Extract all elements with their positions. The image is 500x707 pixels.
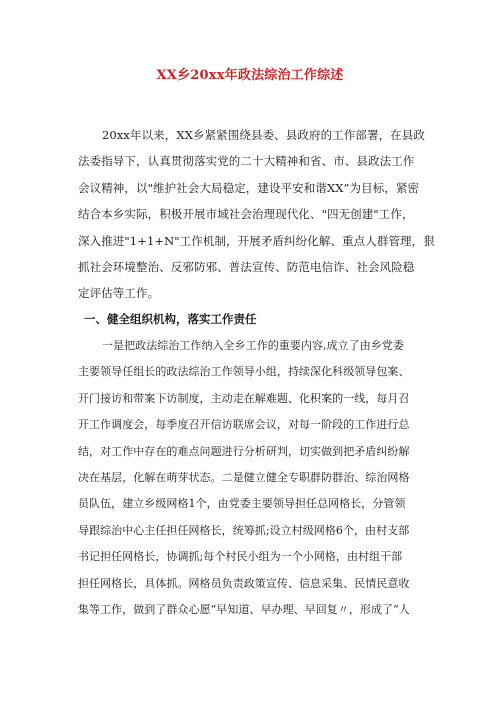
body-line: 一是把政法综治工作纳入全乡工作的重要内容,成立了由乡党委 bbox=[102, 339, 404, 352]
body-line: 书记担任网格长，协调抓;每个村民小组为一个小网格，由村组干部 bbox=[78, 550, 403, 564]
document-title: XX乡20xx年政法综治工作综述 bbox=[156, 68, 344, 83]
body-line: 主要领导任组长的政法综治工作领导小组，持续深化科级领导包案、 bbox=[78, 365, 410, 379]
intro-line: 会议精神，以"维护社会大局稳定，建设平安和谐XX”为目标，紧密 bbox=[78, 180, 420, 195]
body-line: 决在基层，化解在萌芽状态。二是健立健全专职群防群治、综治网格 bbox=[78, 471, 410, 485]
body-line: 导跟综治中心主任担任网格长，统筹抓;设立村级网格6个，由村支部 bbox=[78, 523, 410, 537]
intro-line: 结合本乡实际，积极开展市域社会治理现代化、"四无创建"工作， bbox=[78, 207, 414, 222]
body-line: 担任网格长，具体抓。网格员负责政策宣传、信息采集、民情民意收 bbox=[78, 576, 410, 590]
intro-paragraph bbox=[78, 122, 436, 307]
body-line: 结，对工作中存在的难点问题进行分析研判，切实做到把矛盾纠纷解 bbox=[78, 444, 410, 458]
body-line: 员队伍，建立乡级网格1个，由党委主要领导担任总网格长，分管领 bbox=[78, 497, 406, 511]
body-line: 开门接访和带案下访制度，主动走在解难题、化积案的一线，每月召 bbox=[78, 391, 410, 405]
section-heading: 一、健全组织机构，落实工作责任 bbox=[84, 312, 257, 326]
intro-line: 抓社会环境整治、反邪防邪、普法宣传、防范电信诈、社会风险稳 bbox=[78, 260, 415, 275]
intro-line: 法委指导下，认真贯彻落实党的二十大精神和省、市、县政法工作 bbox=[78, 154, 415, 169]
intro-line: 20xx年以来，XX乡紧紧围绕县委、县政府的工作部署，在县政 bbox=[102, 128, 425, 142]
intro-line: 深入推进"1+1+N"工作机制，开展矛盾纠纷化解、重点人群管理，狠 bbox=[78, 233, 435, 248]
body-line: 开工作调度会，每季度召开信访联席会议，对每一阶段的工作进行总 bbox=[78, 418, 410, 432]
body-line: 集等工作，做到了群众心愿“早知道、早办理、早回复〃，形成了“人 bbox=[78, 603, 410, 617]
intro-line: 定评估等工作。 bbox=[78, 286, 160, 301]
section-body-paragraph bbox=[78, 333, 438, 623]
